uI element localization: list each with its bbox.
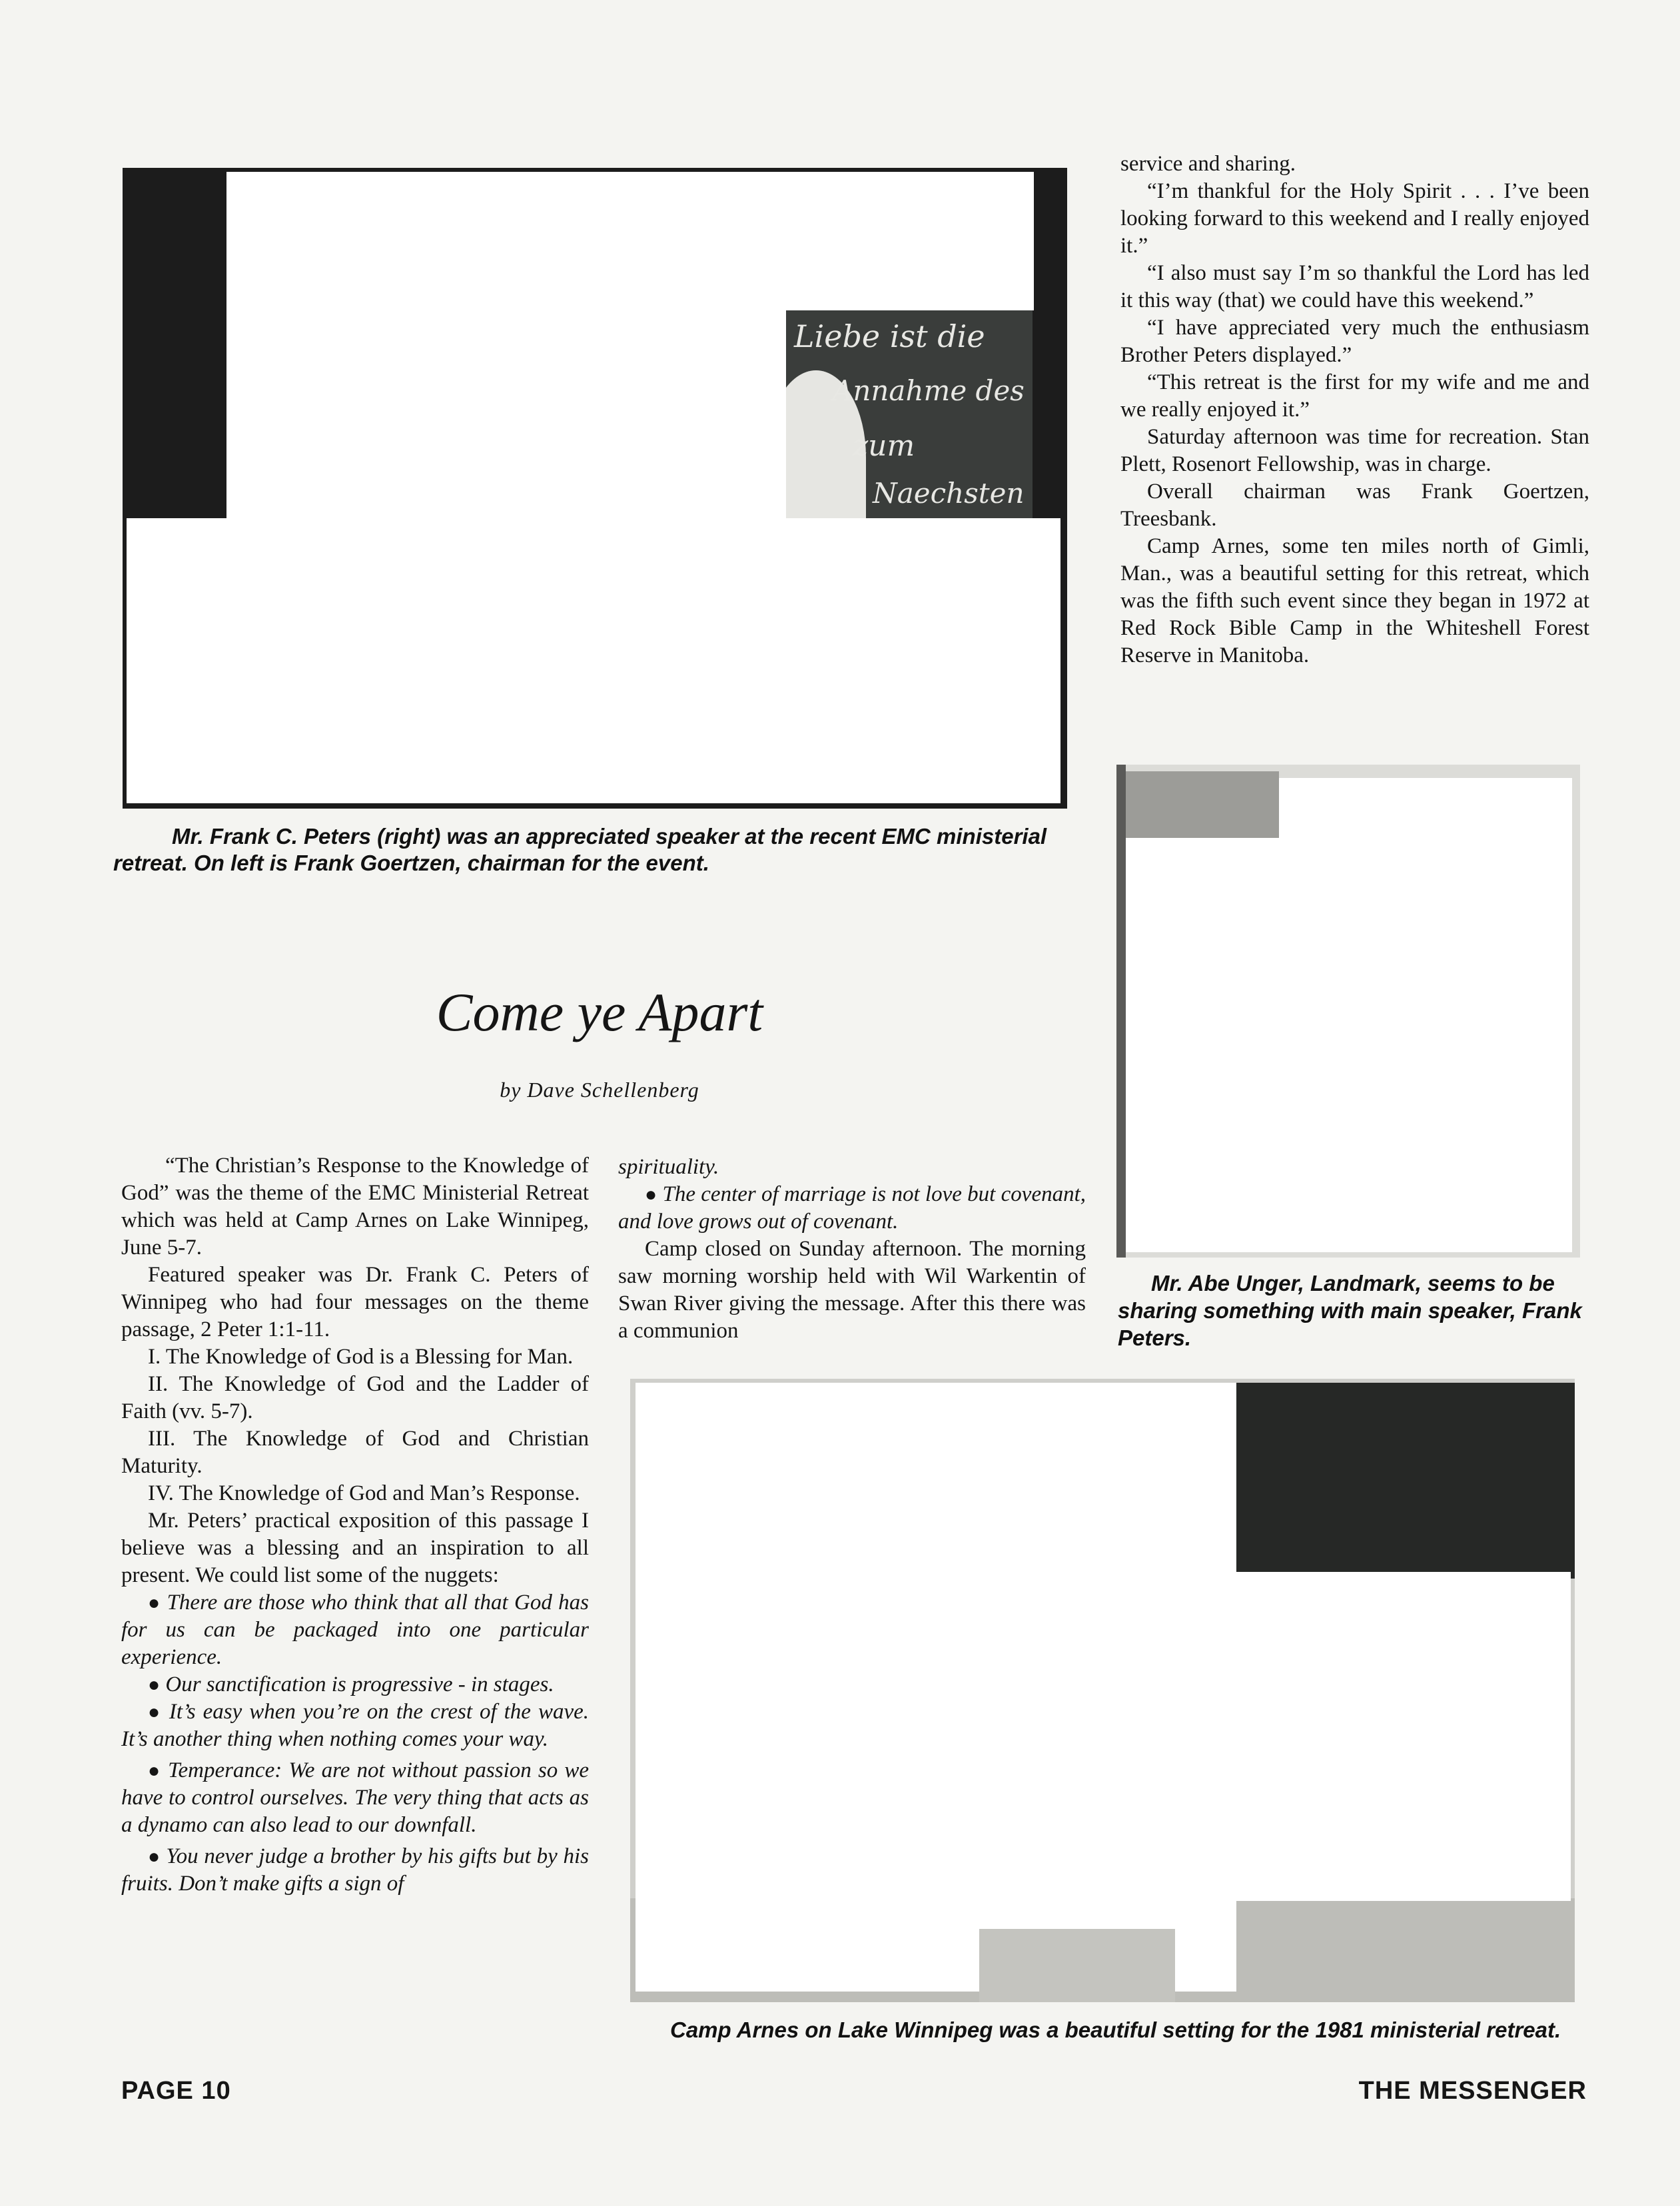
nugget-item: ● Temperance: We are not without passion so we have to control ourselves. The very thing that acts as a dynamo can also lead to our downfall. — [121, 1758, 590, 1837]
photo-unger-redacted-main — [1126, 838, 1572, 1252]
photo-camp — [630, 1379, 1575, 2002]
col3-paragraph: Saturday afternoon was time for recreation. Stan Plett, Rosenort Fellowship, was in charge. — [1120, 425, 1589, 476]
photo-camp-trees — [1236, 1383, 1575, 1579]
chalk-line-4: Naechsten — [873, 477, 1025, 510]
photo-speakers-caption: Mr. Frank C. Peters (right) was an appreciated speaker at the recent EMC ministerial retreat. On left is Frank Goertzen, chairman for the event. — [113, 824, 1047, 875]
col1-paragraph: IV. The Knowledge of God and Man’s Response. — [148, 1481, 580, 1505]
article-column-2 — [618, 1154, 1086, 1345]
photo-camp-redacted-bottom — [635, 1898, 979, 1992]
col2-continuation: spirituality. — [618, 1155, 719, 1179]
bullet-icon: ● — [148, 1592, 161, 1614]
article-title: Come ye Apart — [436, 982, 763, 1042]
article-column-3 — [1120, 151, 1589, 669]
nugget-item: ● It’s easy when you’re on the crest of the wave. It’s another thing when nothing comes your way. — [121, 1700, 590, 1751]
nugget-item: ● You never judge a brother by his gifts but by his fruits. Don’t make gifts a sign of — [121, 1844, 590, 1896]
nugget-item: ● Our sanctification is progressive - in stages. — [148, 1672, 554, 1696]
bullet-icon: ● — [645, 1184, 657, 1206]
chalk-line-1: Liebe ist die — [794, 318, 985, 354]
bullet-icon: ● — [148, 1846, 161, 1868]
bullet-icon: ● — [148, 1701, 162, 1723]
col1-paragraph: I. The Knowledge of God is a Blessing for Man. — [148, 1345, 574, 1369]
bullet-icon: ● — [148, 1760, 161, 1782]
photo-speakers — [123, 168, 1067, 809]
bullet-icon: ● — [148, 1674, 161, 1696]
nugget-item: ● The center of marriage is not love but covenant, and love grows out of covenant. — [618, 1182, 1086, 1234]
col3-paragraph: Camp Arnes, some ten miles north of Gimli, Man., was a beautiful setting for this retreat, which was the fifth such event since they began in 1972 at Red Rock Bible Camp in the Whiteshell Forest Reserve in Manitoba. — [1120, 534, 1589, 667]
chalkboard — [786, 310, 1033, 525]
col1-paragraph: “The Christian’s Response to the Knowledge of God” was the theme of the EMC Ministerial Retreat which was held at Camp Arnes on Lake Winnipeg, June 5-7. — [121, 1154, 589, 1260]
col3-paragraph: “I have appreciated very much the enthusiasm Brother Peters displayed.” — [1120, 316, 1589, 367]
col1-paragraph: II. The Knowledge of God and the Ladder of Faith (vv. 5-7). — [121, 1372, 589, 1423]
col3-paragraph: “I’m thankful for the Holy Spirit . . . I’ve been looking forward to this weekend and I really enjoyed it.” — [1120, 179, 1589, 258]
photo-unger-dark-edge — [1116, 765, 1126, 1258]
chalk-line-2: Annahme des — [833, 374, 1025, 407]
photo-unger-caption: Mr. Abe Unger, Landmark, seems to be sharing something with main speaker, Frank Peters. — [1118, 1271, 1582, 1350]
photo-speakers-redacted-top — [226, 172, 1034, 310]
col3-paragraph: “I also must say I’m so thankful the Lord has led it this way (that) we could have this weekend.” — [1120, 261, 1589, 312]
publication-name: THE MESSENGER — [1358, 2077, 1587, 2105]
photo-speakers-redacted-lower — [127, 518, 1060, 803]
photo-speakers-redacted-upper — [226, 310, 786, 525]
photo-camp-caption: Camp Arnes on Lake Winnipeg was a beautiful setting for the 1981 ministerial retreat. — [670, 2018, 1561, 2042]
chalk-line-3: zum — [853, 429, 915, 463]
col3-paragraph: service and sharing. — [1120, 152, 1296, 176]
page-number: PAGE 10 — [121, 2077, 231, 2105]
photo-unger — [1116, 765, 1580, 1258]
col1-paragraph: III. The Knowledge of God and Christian Maturity. — [121, 1427, 589, 1478]
photo-camp-sand-strip — [979, 1929, 1175, 2002]
col1-paragraph: Featured speaker was Dr. Frank C. Peters of Winnipeg who had four messages on the theme passage, 2 Peter 1:1-11. — [121, 1263, 589, 1341]
article-column-1 — [121, 1152, 589, 1898]
nugget-item: ● There are those who think that all that God has for us can be packaged into one particular experience. — [121, 1591, 589, 1669]
col1-paragraph: Mr. Peters’ practical exposition of this passage I believe was a blessing and an inspiration to all present. We could list some of the nuggets: — [121, 1509, 589, 1587]
photo-unger-foliage — [1126, 771, 1279, 845]
col3-paragraph: “This retreat is the first for my wife and me and we really enjoyed it.” — [1120, 370, 1589, 422]
col3-paragraph: Overall chairman was Frank Goertzen, Treesbank. — [1120, 480, 1589, 531]
photo-camp-redacted-right — [1236, 1572, 1571, 1901]
article-byline: by Dave Schellenberg — [500, 1078, 699, 1102]
col2-paragraph: Camp closed on Sunday afternoon. The morning saw morning worship held with Wil Warkentin of Swan River giving the message. After this there was a communion — [618, 1237, 1086, 1343]
